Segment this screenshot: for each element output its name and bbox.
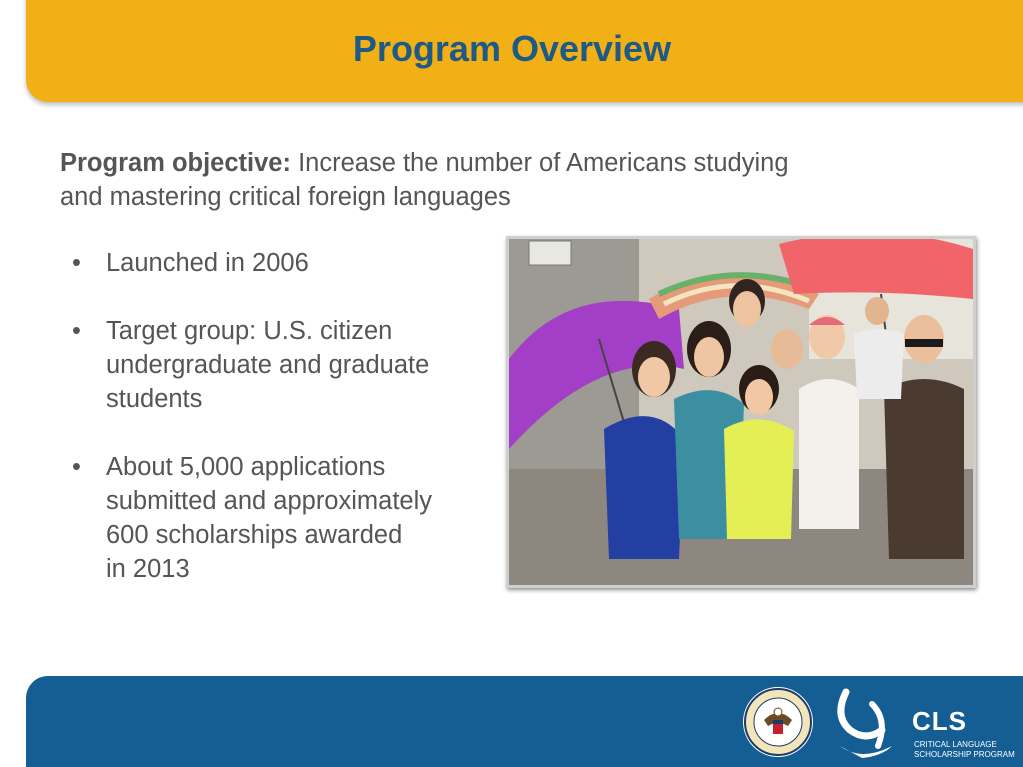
cls-abbrev: CLS bbox=[912, 706, 967, 736]
bullet-applications-line2: submitted and approximately bbox=[106, 487, 433, 515]
bullet-applications-line1: • About 5,000 applications bbox=[106, 453, 386, 481]
objective-label: Program objective: bbox=[60, 149, 291, 177]
objective-text: Increase the number of Americans studying and mastering critical foreign languages bbox=[60, 149, 789, 211]
photo-illustration bbox=[509, 239, 973, 585]
bullet-applications-line3: 600 scholarships awarded bbox=[106, 521, 403, 549]
page-title: Program Overview bbox=[352, 28, 672, 69]
bullet-launched: • Launched in 2006 bbox=[72, 246, 492, 280]
student-group-photo bbox=[506, 236, 976, 588]
bullet-applications-line4: in 2013 bbox=[106, 555, 190, 583]
department-of-state-seal bbox=[742, 686, 814, 758]
program-objective bbox=[60, 146, 820, 214]
bullet-list bbox=[72, 246, 492, 620]
bullet-target-group: • Target group: U.S. citizen undergraduate and graduate students bbox=[72, 314, 492, 416]
cls-program-name: CRITICAL LANGUAGE SCHOLARSHIP PROGRAM bbox=[914, 740, 1015, 759]
bullet-applications bbox=[72, 450, 492, 586]
